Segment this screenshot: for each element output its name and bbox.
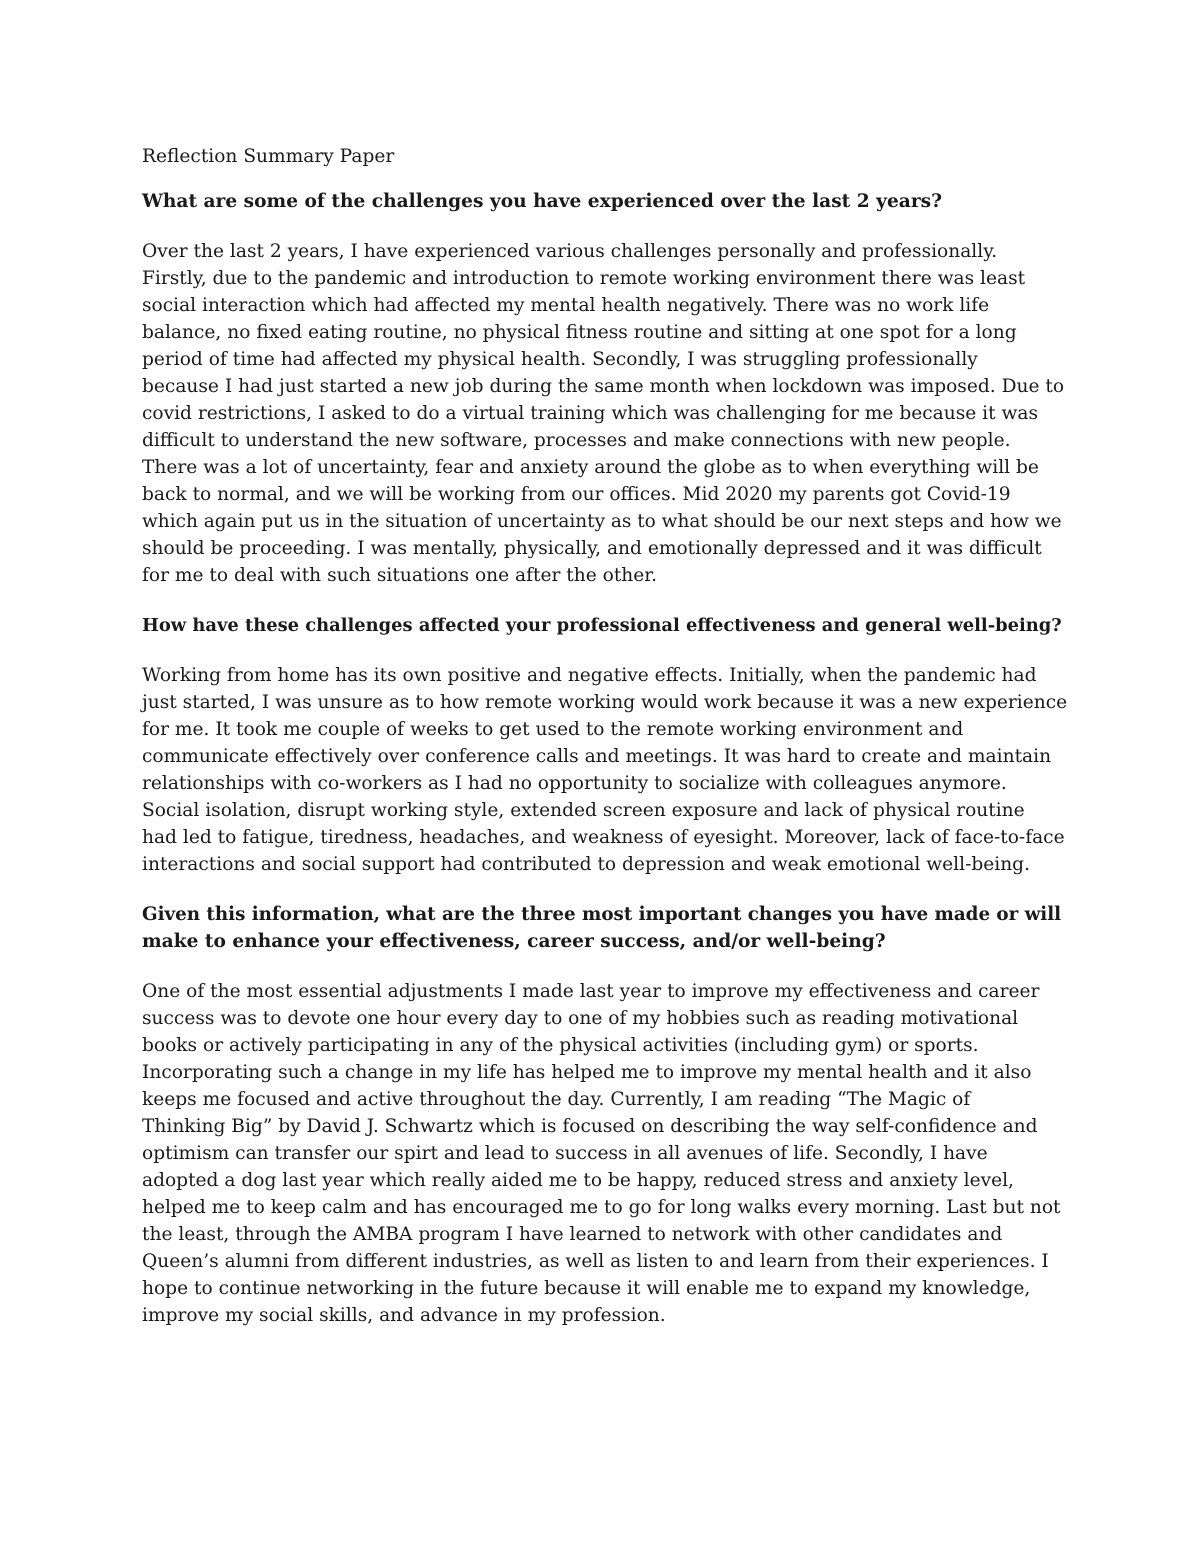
answer-line: books or actively participating in any of the physical activities (including gym) or sports.: [142, 1035, 979, 1056]
answer-line: social interaction which had affected my mental health negatively. There was no work life: [142, 295, 990, 316]
answer-line: covid restrictions, I asked to do a virtual training which was challenging for me because it was: [142, 403, 1039, 424]
answer-line: success was to devote one hour every day to one of my hobbies such as reading motivational: [142, 1008, 1019, 1029]
answer-line: keeps me focused and active throughout the day. Currently, I am reading “The Magic of: [142, 1089, 971, 1110]
answer-line: for me to deal with such situations one after the other.: [142, 565, 658, 586]
answer-line: because I had just started a new job during the same month when lockdown was imposed. Due to: [142, 376, 1065, 397]
answer-line: Incorporating such a change in my life has helped me to improve my mental health and it also: [142, 1062, 1032, 1083]
answer-line: There was a lot of uncertainty, fear and anxiety around the globe as to when everything will be: [142, 457, 1039, 478]
answer-line: Working from home has its own positive and negative effects. Initially, when the pandemic had: [142, 665, 1037, 686]
answer-line: interactions and social support had contributed to depression and weak emotional well-being.: [142, 854, 1030, 875]
answer-line: relationships with co-workers as I had no opportunity to socialize with colleagues anymore.: [142, 773, 1007, 794]
question-line: How have these challenges affected your professional effectiveness and general well-being?: [142, 615, 1062, 636]
section-1-answer: [142, 238, 1067, 589]
question-line: Given this information, what are the three most important changes you have made or will: [142, 904, 1062, 925]
answer-line: One of the most essential adjustments I made last year to improve my effectiveness and career: [142, 981, 1040, 1002]
answer-line: Queen’s alumni from different industries, as well as listen to and learn from their experiences. I: [142, 1251, 1049, 1272]
answer-line: balance, no fixed eating routine, no physical fitness routine and sitting at one spot for a long: [142, 322, 1017, 343]
document-title: Reflection Summary Paper: [142, 146, 395, 167]
answer-line: for me. It took me couple of weeks to get used to the remote working environment and: [142, 719, 964, 740]
answer-line: Thinking Big” by David J. Schwartz which is focused on describing the way self-confidence and: [142, 1116, 1038, 1137]
answer-line: hope to continue networking in the future because it will enable me to expand my knowledge,: [142, 1278, 1031, 1299]
answer-line: the least, through the AMBA program I have learned to network with other candidates and: [142, 1224, 1003, 1245]
answer-line: difficult to understand the new software, processes and make connections with new people.: [142, 430, 1011, 451]
section-3-answer: [142, 978, 1067, 1329]
answer-line: should be proceeding. I was mentally, physically, and emotionally depressed and it was difficult: [142, 538, 1042, 559]
question-line: make to enhance your effectiveness, career success, and/or well-being?: [142, 931, 886, 952]
document-body: [142, 143, 1067, 1352]
answer-line: period of time had affected my physical health. Secondly, I was struggling professionally: [142, 349, 978, 370]
answer-line: had led to fatigue, tiredness, headaches, and weakness of eyesight. Moreover, lack of face-to-face: [142, 827, 1065, 848]
answer-line: Over the last 2 years, I have experienced various challenges personally and professionally.: [142, 241, 998, 262]
answer-line: which again put us in the situation of uncertainty as to what should be our next steps and how we: [142, 511, 1062, 532]
section-2-answer: [142, 662, 1067, 878]
answer-line: optimism can transfer our spirt and lead to success in all avenues of life. Secondly, I have: [142, 1143, 988, 1164]
answer-line: communicate effectively over conference calls and meetings. It was hard to create and maintain: [142, 746, 1052, 767]
answer-line: helped me to keep calm and has encouraged me to go for long walks every morning. Last but not: [142, 1197, 1061, 1218]
answer-line: improve my social skills, and advance in my profession.: [142, 1305, 666, 1326]
answer-line: adopted a dog last year which really aided me to be happy, reduced stress and anxiety level,: [142, 1170, 1014, 1191]
section-3-question: [142, 901, 1067, 955]
section-2-question: [142, 612, 1067, 639]
answer-line: just started, I was unsure as to how remote working would work because it was a new experience: [142, 692, 1068, 713]
answer-line: Social isolation, disrupt working style, extended screen exposure and lack of physical routine: [142, 800, 1025, 821]
answer-line: back to normal, and we will be working from our offices. Mid 2020 my parents got Covid-19: [142, 484, 1011, 505]
section-1-question: [142, 188, 1067, 215]
answer-line: Firstly, due to the pandemic and introduction to remote working environment there was least: [142, 268, 1026, 289]
question-line: What are some of the challenges you have experienced over the last 2 years?: [142, 191, 942, 212]
